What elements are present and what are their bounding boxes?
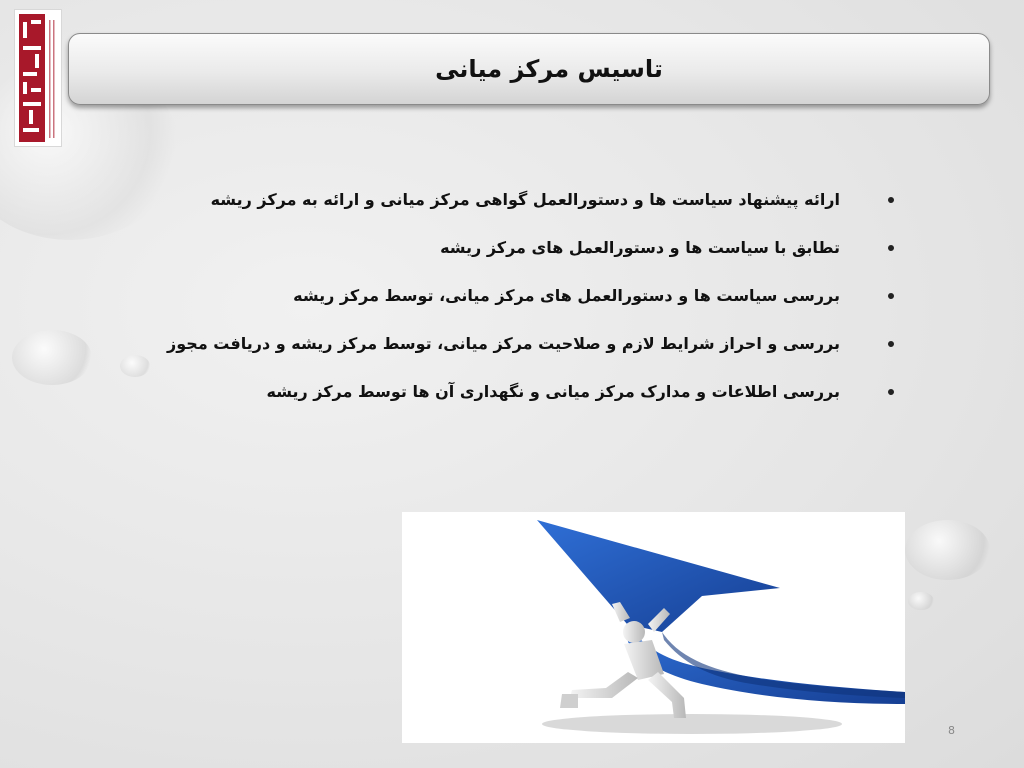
bullet-dot (888, 389, 894, 395)
decorative-drop (12, 330, 92, 385)
bullet-text: تطابق با سیاست ها و دستورالعمل های مرکز ریشه (440, 238, 840, 257)
bullet-dot (888, 245, 894, 251)
bullet-item (164, 324, 864, 372)
slide-title: تاسیس مرکز میانی (435, 55, 663, 83)
bullet-dot (888, 293, 894, 299)
bullet-item (164, 276, 864, 324)
figure-pushing-arrow-icon (402, 512, 905, 743)
bullet-text: بررسی سیاست ها و دستورالعمل های مرکز میانی، توسط مرکز ریشه (293, 286, 840, 305)
bullet-text: بررسی و احراز شرایط لازم و صلاحیت مرکز میانی، توسط مرکز ریشه و دریافت مجوز (167, 334, 840, 353)
title-bar (68, 33, 990, 105)
bullet-list (164, 180, 864, 420)
bullet-item (164, 180, 864, 228)
bullet-dot (888, 341, 894, 347)
decorative-drop (120, 355, 150, 377)
logo-icon (15, 10, 61, 146)
decorative-drop (905, 520, 990, 580)
organization-logo (14, 9, 62, 147)
bullet-text: بررسی اطلاعات و مدارک مرکز میانی و نگهداری آن ها توسط مرکز ریشه (266, 382, 840, 401)
bullet-dot (888, 197, 894, 203)
bullet-item (164, 372, 864, 420)
bullet-text: ارائه پیشنهاد سیاست ها و دستورالعمل گواهی مرکز میانی و ارائه به مرکز ریشه (210, 190, 840, 209)
page-number: 8 (948, 724, 955, 737)
decorative-drop (908, 592, 934, 610)
illustration-image (402, 512, 905, 743)
bullet-item (164, 228, 864, 276)
